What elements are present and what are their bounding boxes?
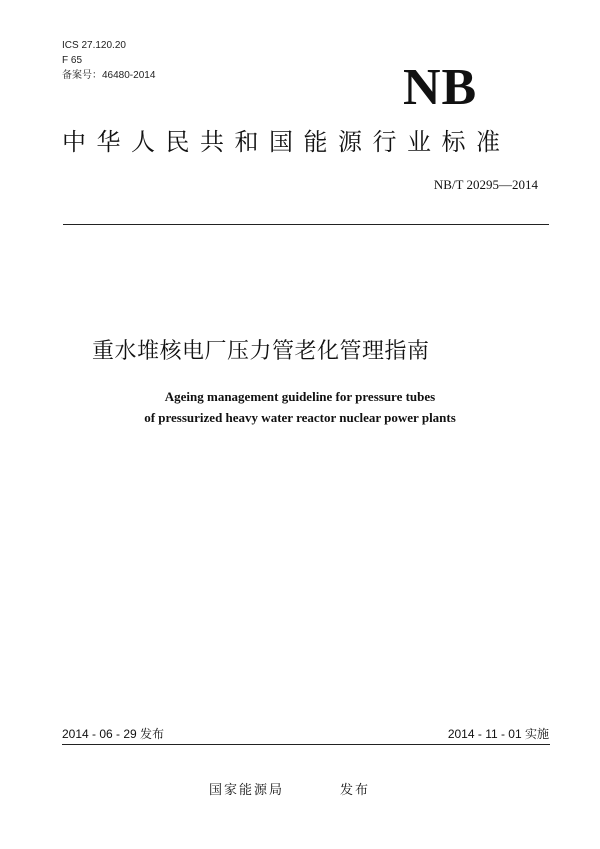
footer-divider bbox=[62, 744, 550, 745]
standard-number: NB/T 20295—2014 bbox=[433, 177, 538, 192]
classification-code: F 65 bbox=[62, 55, 83, 66]
header-divider bbox=[63, 224, 549, 225]
issue-label: 发布 bbox=[340, 783, 371, 798]
issuing-authority: 国家能源局 bbox=[209, 783, 285, 798]
publish-date: 2014 - 06 - 29 发布 bbox=[62, 727, 165, 741]
record-number: 备案号：46480-2014 bbox=[62, 70, 156, 81]
implement-date: 2014 - 11 - 01 实施 bbox=[447, 727, 549, 741]
standard-logo: NB bbox=[403, 59, 478, 116]
document-title-english-line2: of pressurized heavy water reactor nuclear power plants bbox=[144, 410, 456, 425]
ics-code: ICS 27.120.20 bbox=[62, 40, 126, 51]
organization-title: 中华人民共和国能源行业标准 bbox=[62, 128, 511, 156]
document-title-chinese: 重水堆核电厂压力管老化管理指南 bbox=[92, 339, 430, 364]
document-title-english-line1: Ageing management guideline for pressure tubes bbox=[164, 389, 436, 404]
